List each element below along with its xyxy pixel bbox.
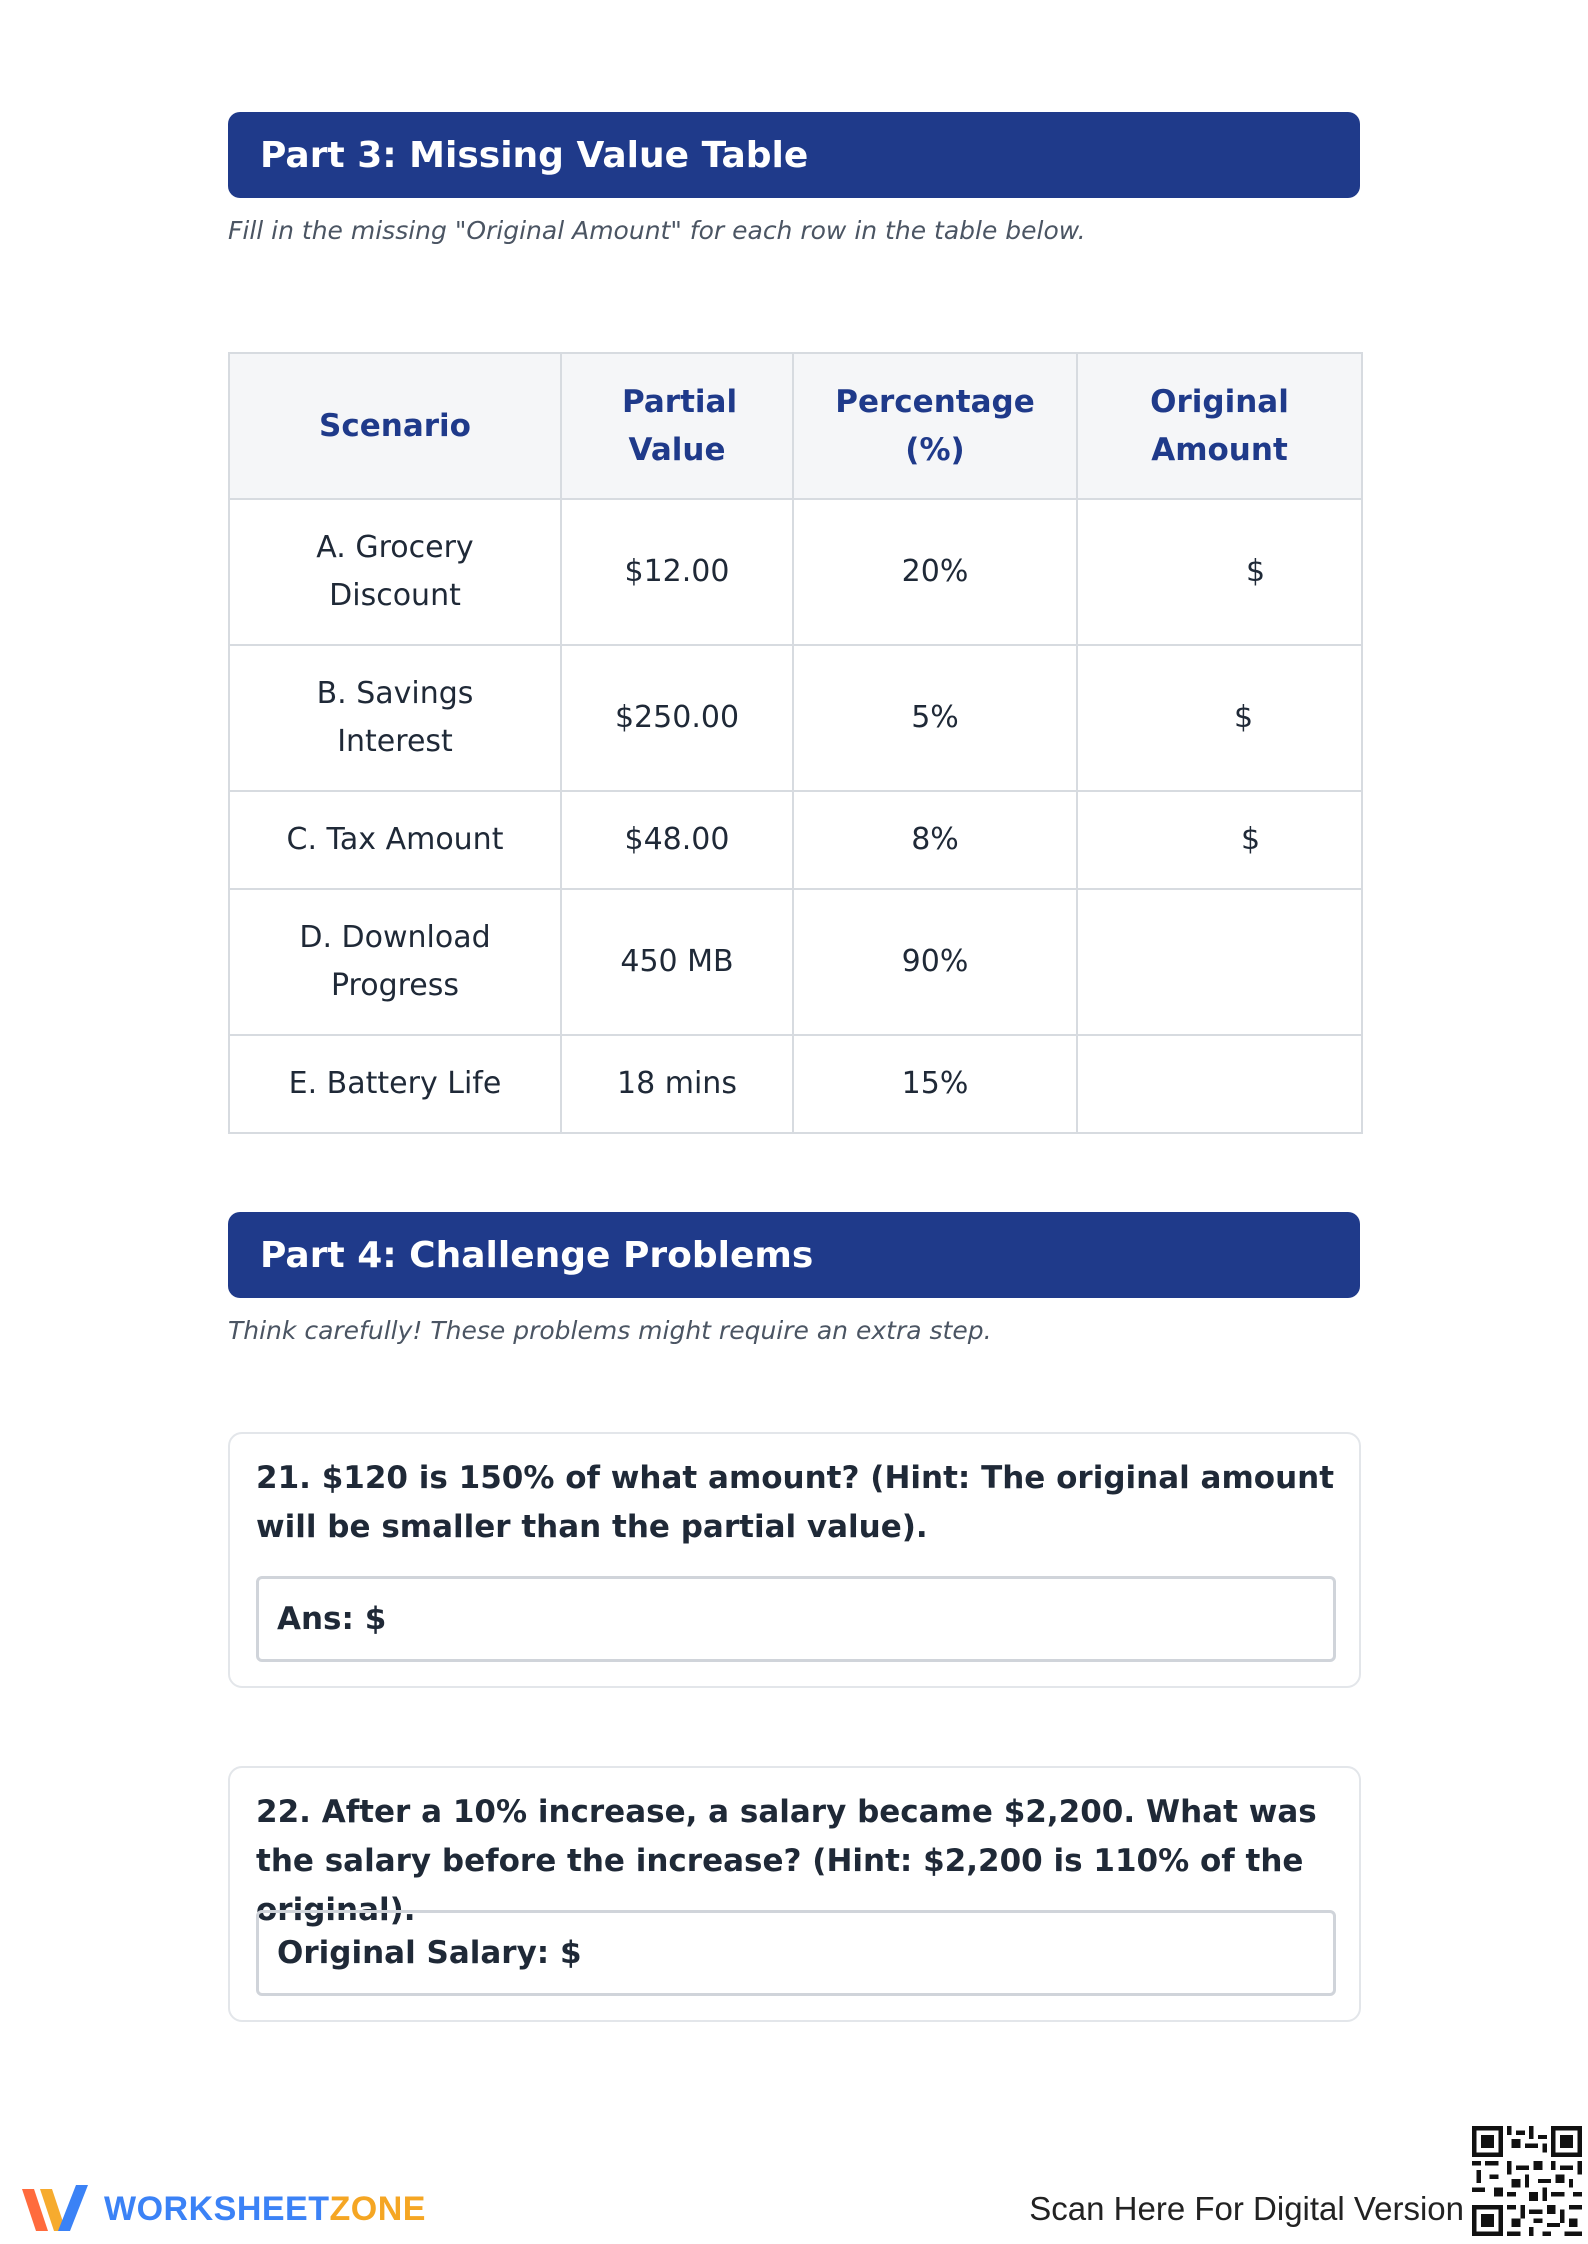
scenario-cell: C. Tax Amount (229, 791, 561, 889)
part3-title: Part 3: Missing Value Table (260, 134, 809, 176)
scenario-cell: D. Download Progress (229, 889, 561, 1035)
scan-text: Scan Here For Digital Version (1029, 2190, 1464, 2227)
question-card (228, 1432, 1361, 1688)
answer-box[interactable] (256, 1910, 1336, 1996)
missing-value-table (228, 352, 1363, 1134)
scenario-cell: A. Grocery Discount (229, 499, 561, 645)
scenario-cell: E. Battery Life (229, 1035, 561, 1133)
table-row (229, 889, 1362, 1035)
table-row (229, 1035, 1362, 1133)
header-partial-value: Partial Value (561, 353, 793, 499)
partial-value-cell: $12.00 (561, 499, 793, 645)
percentage-cell: 5% (793, 645, 1077, 791)
question-card (228, 1766, 1361, 2022)
percentage-cell: 15% (793, 1035, 1077, 1133)
question-text: 22. After a 10% increase, a salary became $2,200. What was the salary before the increase? (Hint: $2,200 is 110% of the original). (256, 1794, 1317, 1928)
original-amount-cell[interactable]: $ (1077, 791, 1362, 889)
percentage-cell: 90% (793, 889, 1077, 1035)
part4-header (228, 1212, 1360, 1298)
original-amount-cell[interactable] (1077, 1035, 1362, 1133)
original-amount-cell[interactable] (1077, 889, 1362, 1035)
header-original-amount: Original Amount (1077, 353, 1362, 499)
part4-title: Part 4: Challenge Problems (260, 1234, 814, 1276)
scenario-cell: B. Savings Interest (229, 645, 561, 791)
partial-value-cell: $250.00 (561, 645, 793, 791)
answer-box[interactable] (256, 1576, 1336, 1662)
table-row (229, 645, 1362, 791)
header-scenario: Scenario (229, 353, 561, 499)
part3-header (228, 112, 1360, 198)
header-percentage: Percentage (%) (793, 353, 1077, 499)
table-row (229, 791, 1362, 889)
part4-description: Think carefully! These problems might require an extra step. (228, 1316, 992, 1345)
partial-value-cell: 450 MB (561, 889, 793, 1035)
answer-label: Ans: $ (277, 1601, 387, 1637)
question-text: 21. $120 is 150% of what amount? (Hint: The original amount will be smaller than the partial value). (256, 1460, 1335, 1545)
worksheetzone-logo (18, 2180, 426, 2238)
part3-description: Fill in the missing "Original Amount" for each row in the table below. (228, 216, 1086, 245)
answer-label: Original Salary: $ (277, 1935, 582, 1971)
partial-value-cell: 18 mins (561, 1035, 793, 1133)
logo-text-zone: ZONE (329, 2189, 426, 2228)
original-amount-cell[interactable]: $ (1077, 499, 1362, 645)
original-amount-cell[interactable]: $ (1077, 645, 1362, 791)
logo-w-icon (18, 2181, 92, 2237)
percentage-cell: 20% (793, 499, 1077, 645)
table-row (229, 499, 1362, 645)
logo-text-worksheet: WORKSHEET (104, 2189, 330, 2228)
percentage-cell: 8% (793, 791, 1077, 889)
partial-value-cell: $48.00 (561, 791, 793, 889)
qr-code-icon[interactable] (1472, 2126, 1582, 2236)
